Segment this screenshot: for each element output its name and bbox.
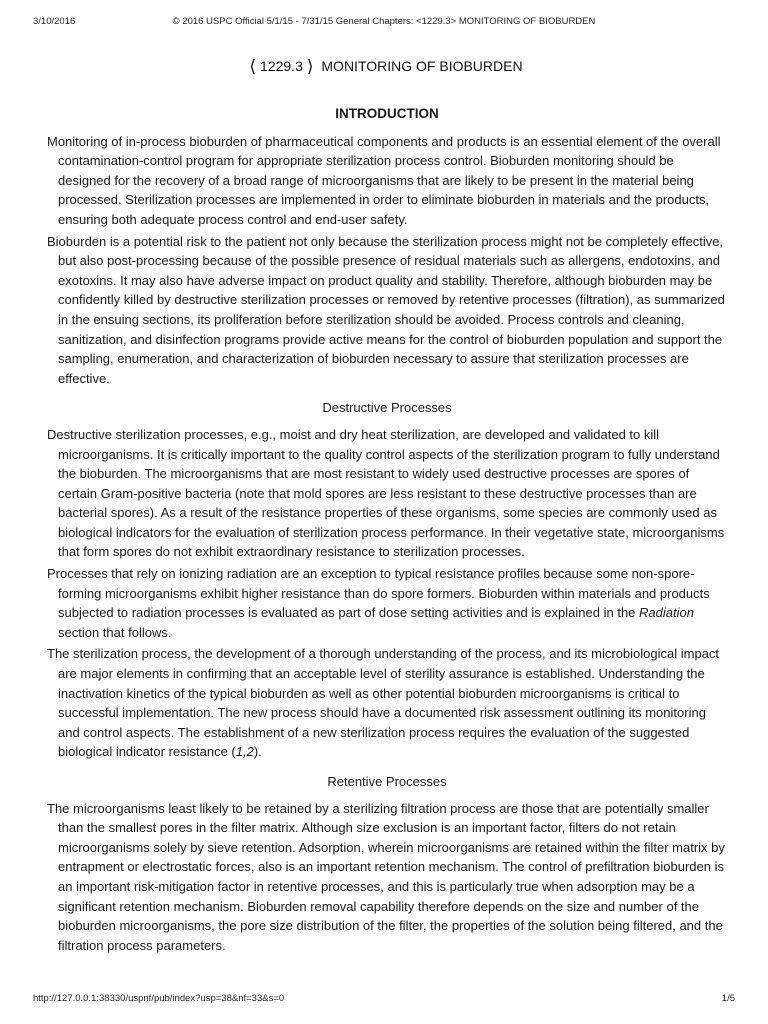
- print-header-title: © 2016 USPC Official 5/1/15 - 7/31/15 General Chapters: <1229.3> MONITORING OF BIOBURDEN: [172, 16, 596, 27]
- paragraph-intro-2: Bioburden is a potential risk to the patient not only because the sterilization process might not be completely effective, but also post-processing because of the possible presence of residual materials such as allergens, endotoxins, and exotoxins. It may also have adverse impact on product quality and stability. Therefore, although bioburden may be confidently killed by destructive sterilization processes or removed by retentive processes (filtration), as summarized in the ensuing sections, its proliferation before sterilization should be avoided. Process controls and cleaning, sanitization, and disinfection programs provide active means for the control of bioburden population and support the sampling, enumeration, and characterization of bioburden necessary to assure that sterilization processes are effective.: [47, 233, 725, 386]
- text-run: section that follows.: [58, 624, 172, 640]
- radiation-link-text: Radiation: [639, 605, 694, 621]
- paragraph-destructive-2: [47, 564, 727, 642]
- reference-citation[interactable]: 1,2: [235, 744, 254, 760]
- text-run: ).: [253, 744, 262, 760]
- text-run: Processes that rely on ionizing radiation are an exception to typical resistance profiles because some non-spore-forming microorganisms exhibit higher resistance than do spore formers. Bioburden within materials and products subjected to radiation processes is evaluated as part of dose setting activities and is explained in the: [47, 566, 710, 621]
- document-body: [47, 104, 727, 957]
- page-number: 1/5: [721, 993, 735, 1004]
- text-run: The sterilization process, the development of a thorough understanding of the process, and its microbiological impact are major elements in confirming that an acceptable level of sterility assurance is established. Understanding the inactivation kinetics of the typical bioburden as well as other potential bioburden microorganisms is critical to successful implementation. The new process should have a documented risk assessment outlining its monitoring and control aspects. The establishment of a new sterilization process requires the evaluation of the suggested biological indicator resistance (: [47, 646, 720, 760]
- paragraph-destructive-1: Destructive sterilization processes, e.g., moist and dry heat sterilization, are developed and validated to kill microorganisms. It is critically important to the quality control aspects of the sterilization program to fully understand the bioburden. The microorganisms that are most resistant to widely used destructive processes are spores of certain Gram-positive bacteria (note that mold spores are less resistant to these destructive processes than are bacterial spores). As a result of the resistance properties of these organisms, some species are commonly used as biological indicators for the evaluation of sterilization process performance. In their vegetative state, microorganisms that form spores do not exhibit extraordinary resistance to sterilization processes.: [47, 426, 725, 560]
- paragraph-retentive-1: The microorganisms least likely to be retained by a sterilizing filtration process are those that are potentially smaller than the smallest pores in the filter matrix. Although size exclusion is an important factor, filters do not retain microorganisms solely by sieve retention. Adsorption, wherein microorganisms are retained within the filter matrix by entrapment or electrostatic forces, also is an important retention mechanism. The control of prefiltration bioburden is an important risk-mitigation factor in retentive processes, and this is particularly true when adsorption may be a significant retention mechanism. Bioburden removal capability therefore depends on the size and number of the bioburden microorganisms, the pore size distribution of the filter, the properties of the solution being filtered, and the filtration process parameters.: [47, 800, 725, 953]
- close-angle-bracket: ⟩: [306, 57, 314, 76]
- open-angle-bracket: ⟨: [249, 57, 257, 76]
- chapter-number: 1229.3: [260, 58, 303, 74]
- section-heading-retentive: Retentive Processes: [327, 774, 447, 789]
- page-url: http://127.0.0.1:38330/uspnf/pub/index?usp=38&nf=33&s=0: [33, 993, 285, 1004]
- chapter-name: MONITORING OF BIOBURDEN: [321, 58, 523, 74]
- section-heading-destructive: Destructive Processes: [322, 400, 452, 416]
- paragraph-destructive-3: [47, 644, 727, 762]
- chapter-title: [0, 57, 768, 77]
- section-heading-introduction: INTRODUCTION: [335, 106, 439, 121]
- print-date: 3/10/2016: [33, 16, 76, 27]
- paragraph-intro-1: Monitoring of in-process bioburden of pharmaceutical components and products is an essential element of the overall contamination-control program for appropriate sterilization process control. Bioburden monitoring should be designed for the recovery of a broad range of microorganisms that are likely to be present in the material being processed. Sterilization processes are implemented in order to eliminate bioburden in materials and the products, ensuring both adequate process control and end-user safety.: [47, 133, 721, 227]
